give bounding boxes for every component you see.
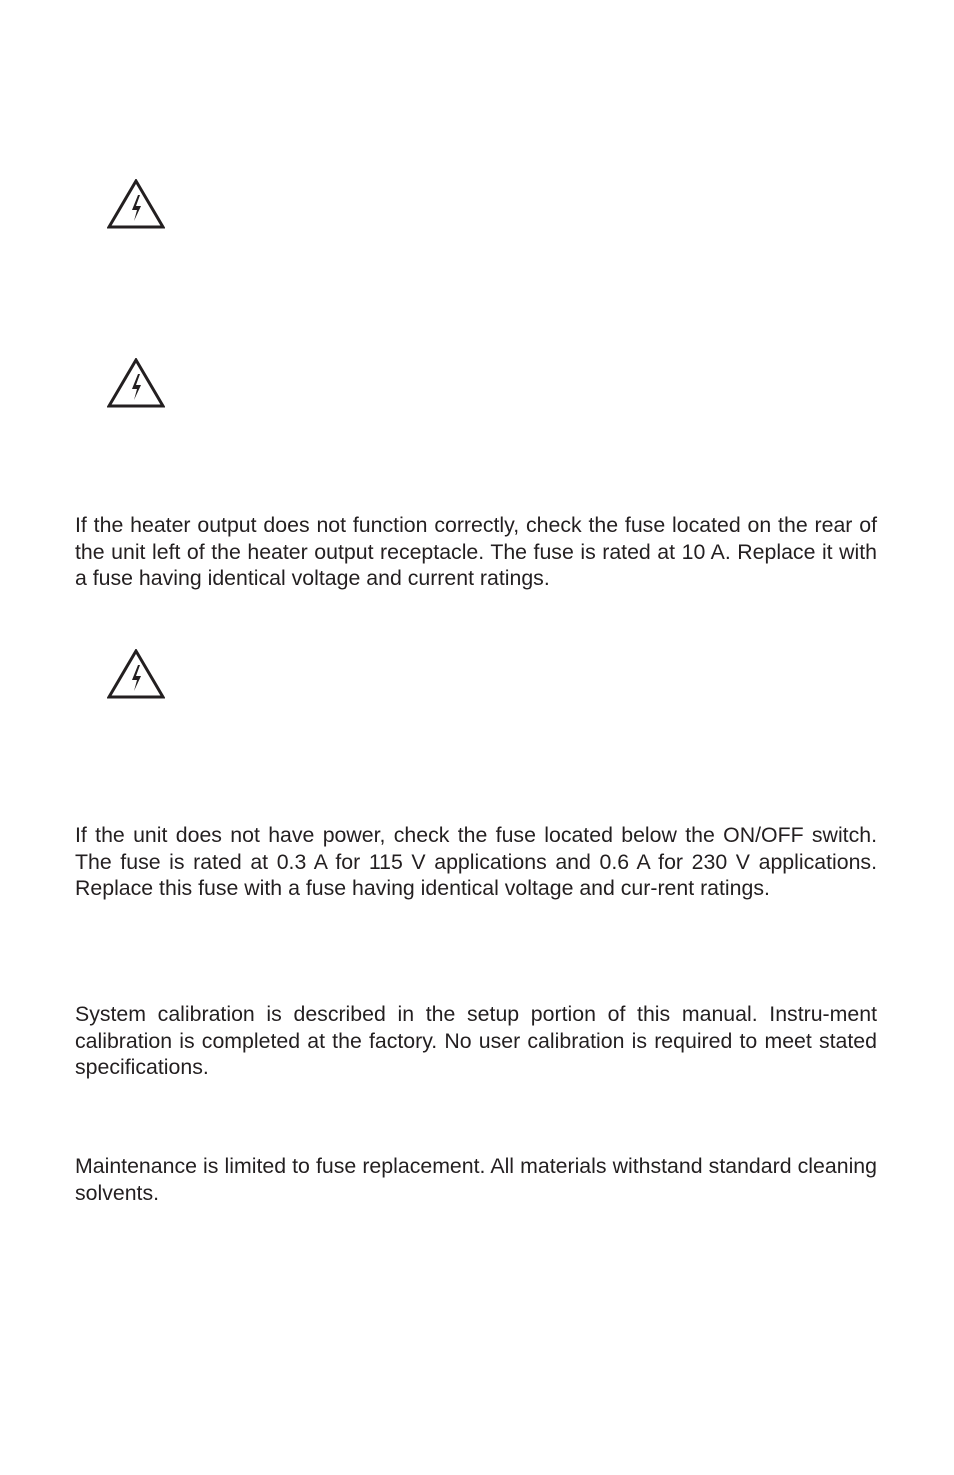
electrical-hazard-icon [107,179,165,229]
electrical-hazard-icon [107,649,165,699]
heater-fuse-paragraph: If the heater output does not function correctly, check the fuse located on the rear of the unit left of the heater output receptacle. The fuse is rated at 10 A. Replace it with a fuse having identical voltage and current ratings. [75,513,877,590]
maintenance-paragraph: Maintenance is limited to fuse replacement. All materials withstand standard cleaning solvents. [75,1154,877,1205]
power-fuse-paragraph: If the unit does not have power, check the fuse located below the ON/OFF switch. The fuse is rated at 0.3 A for 115 V applications and 0.6 A for 230 V applications. Replace this fuse with a fuse having identical voltage and cur-rent ratings. [75,823,877,900]
electrical-hazard-icon [107,358,165,408]
calibration-paragraph: System calibration is described in the setup portion of this manual. Instru-ment calibration is completed at the factory. No user calibration is required to meet stated specifications. [75,1002,877,1079]
